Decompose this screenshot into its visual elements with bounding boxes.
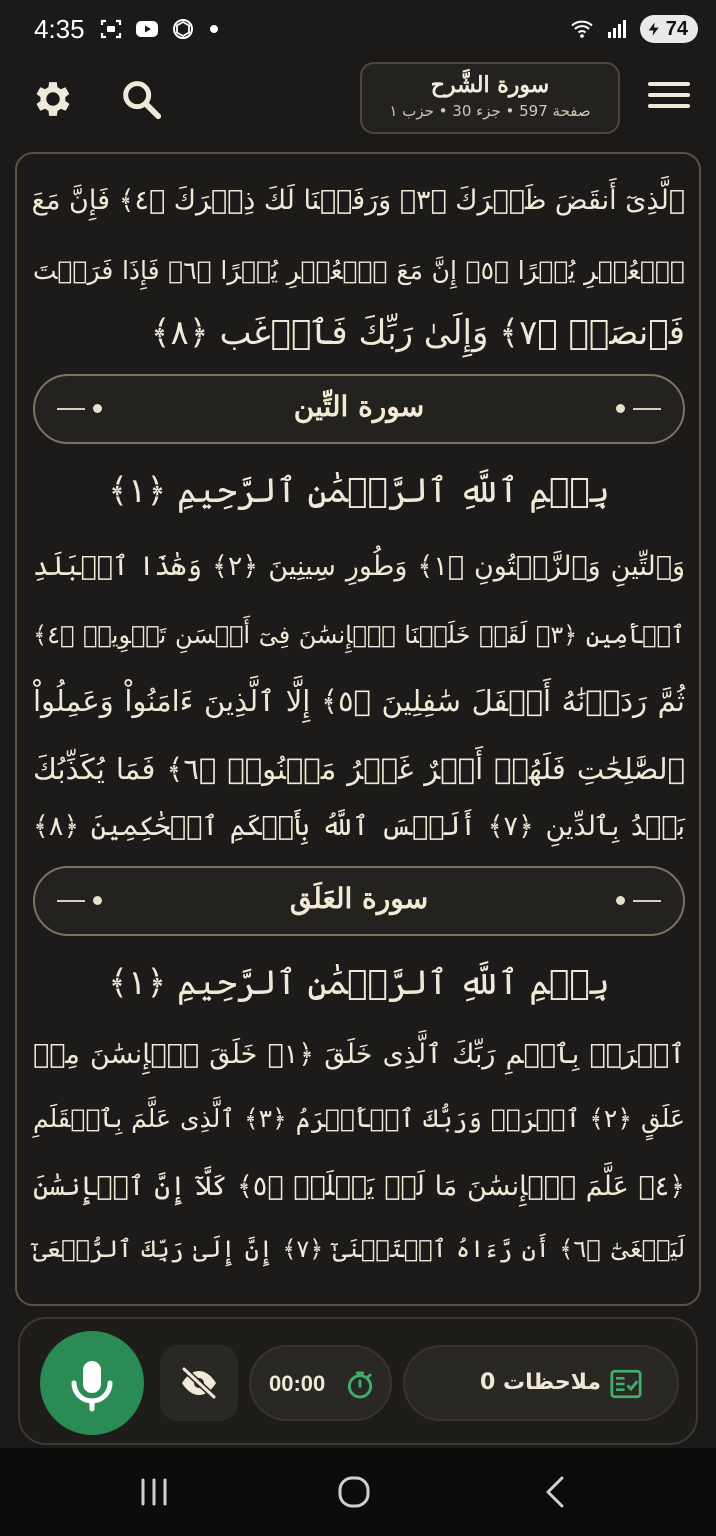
record-button[interactable] <box>40 1331 144 1435</box>
home-nav-icon[interactable] <box>334 1472 374 1512</box>
system-navigation-bar <box>0 1448 716 1536</box>
stopwatch-icon <box>344 1369 376 1401</box>
battery-level: 74 <box>665 17 688 40</box>
ayah-line: ٱلۡأَمِينِ ﴿٣﴾ لَقَدۡ خَلَقۡنَا ٱلۡإِنسَٰنَ فِىٓ أَحۡسَنِ تَقۡوِيمٖ ﴿٤﴾ <box>33 621 685 649</box>
ayah-line: وَٱلتِّينِ وَٱلزَّيۡتُونِ ﴿١﴾ وَطُورِ سِينِينَ ﴿٢﴾ وَهَٰذَا ٱلۡبَلَدِ <box>33 551 685 582</box>
ayah-line: لَيَطۡغَىٰٓ ﴿٦﴾ أَن رَّءَاهُ ٱسۡتَغۡنَىٰٓ ﴿٧﴾ إِنَّ إِلَىٰ رَبِّكَ ٱلرُّجۡعَىٰٓ <box>33 1235 686 1263</box>
timer-value: 00:00 <box>269 1371 326 1396</box>
page-info: صفحة 597 • جزء 30 • حزب ١ <box>389 102 591 120</box>
surah-selector[interactable] <box>360 62 620 134</box>
ayah-line: ٱلَّذِىٓ أَنقَضَ ظَهۡرَكَ ﴿٣﴾ وَرَفَعۡنَا لَكَ ذِكۡرَكَ ﴿٤﴾ فَإِنَّ مَعَ <box>31 185 685 216</box>
notification-dot-icon <box>210 25 218 33</box>
recents-nav-icon[interactable] <box>134 1472 174 1512</box>
search-icon[interactable] <box>118 76 164 122</box>
eye-off-icon <box>160 1345 238 1421</box>
ayah-line: بَعۡدُ بِٱلدِّينِ ﴿٧﴾ أَلَيۡسَ ٱللَّهُ بِأَحۡكَمِ ٱلۡحَٰكِمِينَ ﴿٨﴾ <box>33 811 685 842</box>
surah-title: سورة الشَّرح <box>430 72 550 98</box>
status-system-icons <box>568 15 698 43</box>
back-nav-icon[interactable] <box>536 1472 576 1512</box>
surah-header-title: سورة العَلَق <box>289 882 429 915</box>
surah-header-title: سورة التِّين <box>293 390 425 423</box>
bottom-controls <box>18 1317 698 1445</box>
hide-text-button[interactable] <box>160 1345 238 1421</box>
charging-icon <box>646 21 662 37</box>
wifi-icon <box>568 17 596 41</box>
ornament-dot <box>616 896 625 905</box>
screenshot-icon <box>98 17 124 41</box>
timer-display[interactable] <box>249 1345 392 1421</box>
status-bar <box>0 0 716 62</box>
ornament-line <box>633 408 661 410</box>
signal-icon <box>606 17 630 41</box>
basmala: بِسۡمِ ٱللَّهِ ٱلرَّحۡمَٰنِ ٱلرَّحِيمِ ﴿١﴾ <box>108 963 610 1003</box>
notes-button[interactable] <box>403 1345 679 1421</box>
checklist-icon <box>609 1367 643 1401</box>
status-notification-icons <box>98 17 218 41</box>
ayah-line: ٱقۡرَأۡ بِٱسۡمِ رَبِّكَ ٱلَّذِى خَلَقَ ﴿١﴾ خَلَقَ ٱلۡإِنسَٰنَ مِنۡ <box>33 1039 685 1070</box>
notes-label: ملاحظات 0 <box>480 1370 601 1395</box>
battery-indicator <box>640 15 698 43</box>
ayah-line: عَلَقٍ ﴿٢﴾ ٱقۡرَأۡ وَرَبُّكَ ٱلۡأَكۡرَمُ ﴿٣﴾ ٱلَّذِى عَلَّمَ بِٱلۡقَلَمِ <box>33 1104 686 1133</box>
menu-icon[interactable] <box>648 82 690 116</box>
quran-page[interactable] <box>15 152 701 1306</box>
ayah-line: ﴿٤﴾ عَلَّمَ ٱلۡإِنسَٰنَ مَا لَمۡ يَعۡلَمۡ ﴿٥﴾ كَلَّآ إِنَّ ٱلۡإِنسَٰنَ <box>33 1171 686 1202</box>
ornament-dot <box>616 404 625 413</box>
status-time: 4:35 <box>34 14 85 44</box>
basmala: بِسۡمِ ٱللَّهِ ٱلرَّحۡمَٰنِ ٱلرَّحِيمِ ﴿١﴾ <box>108 471 610 511</box>
ayah-line: ٱلصَّٰلِحَٰتِ فَلَهُمۡ أَجۡرٌ غَيۡرُ مَمۡنُونٖ ﴿٦﴾ فَمَا يُكَذِّبُكَ <box>33 752 686 786</box>
ayah-line: ثُمَّ رَدَدۡنَٰهُ أَسۡفَلَ سَٰفِلِينَ ﴿٥﴾ إِلَّا ٱلَّذِينَ ءَامَنُواْ وَعَمِلُواْ <box>33 684 685 718</box>
surah-header-banner <box>33 866 685 936</box>
openai-icon <box>170 17 196 41</box>
surah-header-banner <box>33 374 685 444</box>
microphone-icon <box>40 1331 144 1435</box>
ayah-line: ٱلۡعُسۡرِ يُسۡرًا ﴿٥﴾ إِنَّ مَعَ ٱلۡعُسۡرِ يُسۡرًا ﴿٦﴾ فَإِذَا فَرَغۡتَ <box>33 256 686 285</box>
ayah-line: فَٱنصَبۡ ﴿٧﴾ وَإِلَىٰ رَبِّكَ فَٱرۡغَب ﴿٨﴾ <box>150 313 685 353</box>
settings-gear-icon[interactable] <box>30 76 76 122</box>
ornament-line <box>633 900 661 902</box>
top-app-bar <box>0 62 716 140</box>
youtube-icon <box>134 17 160 41</box>
